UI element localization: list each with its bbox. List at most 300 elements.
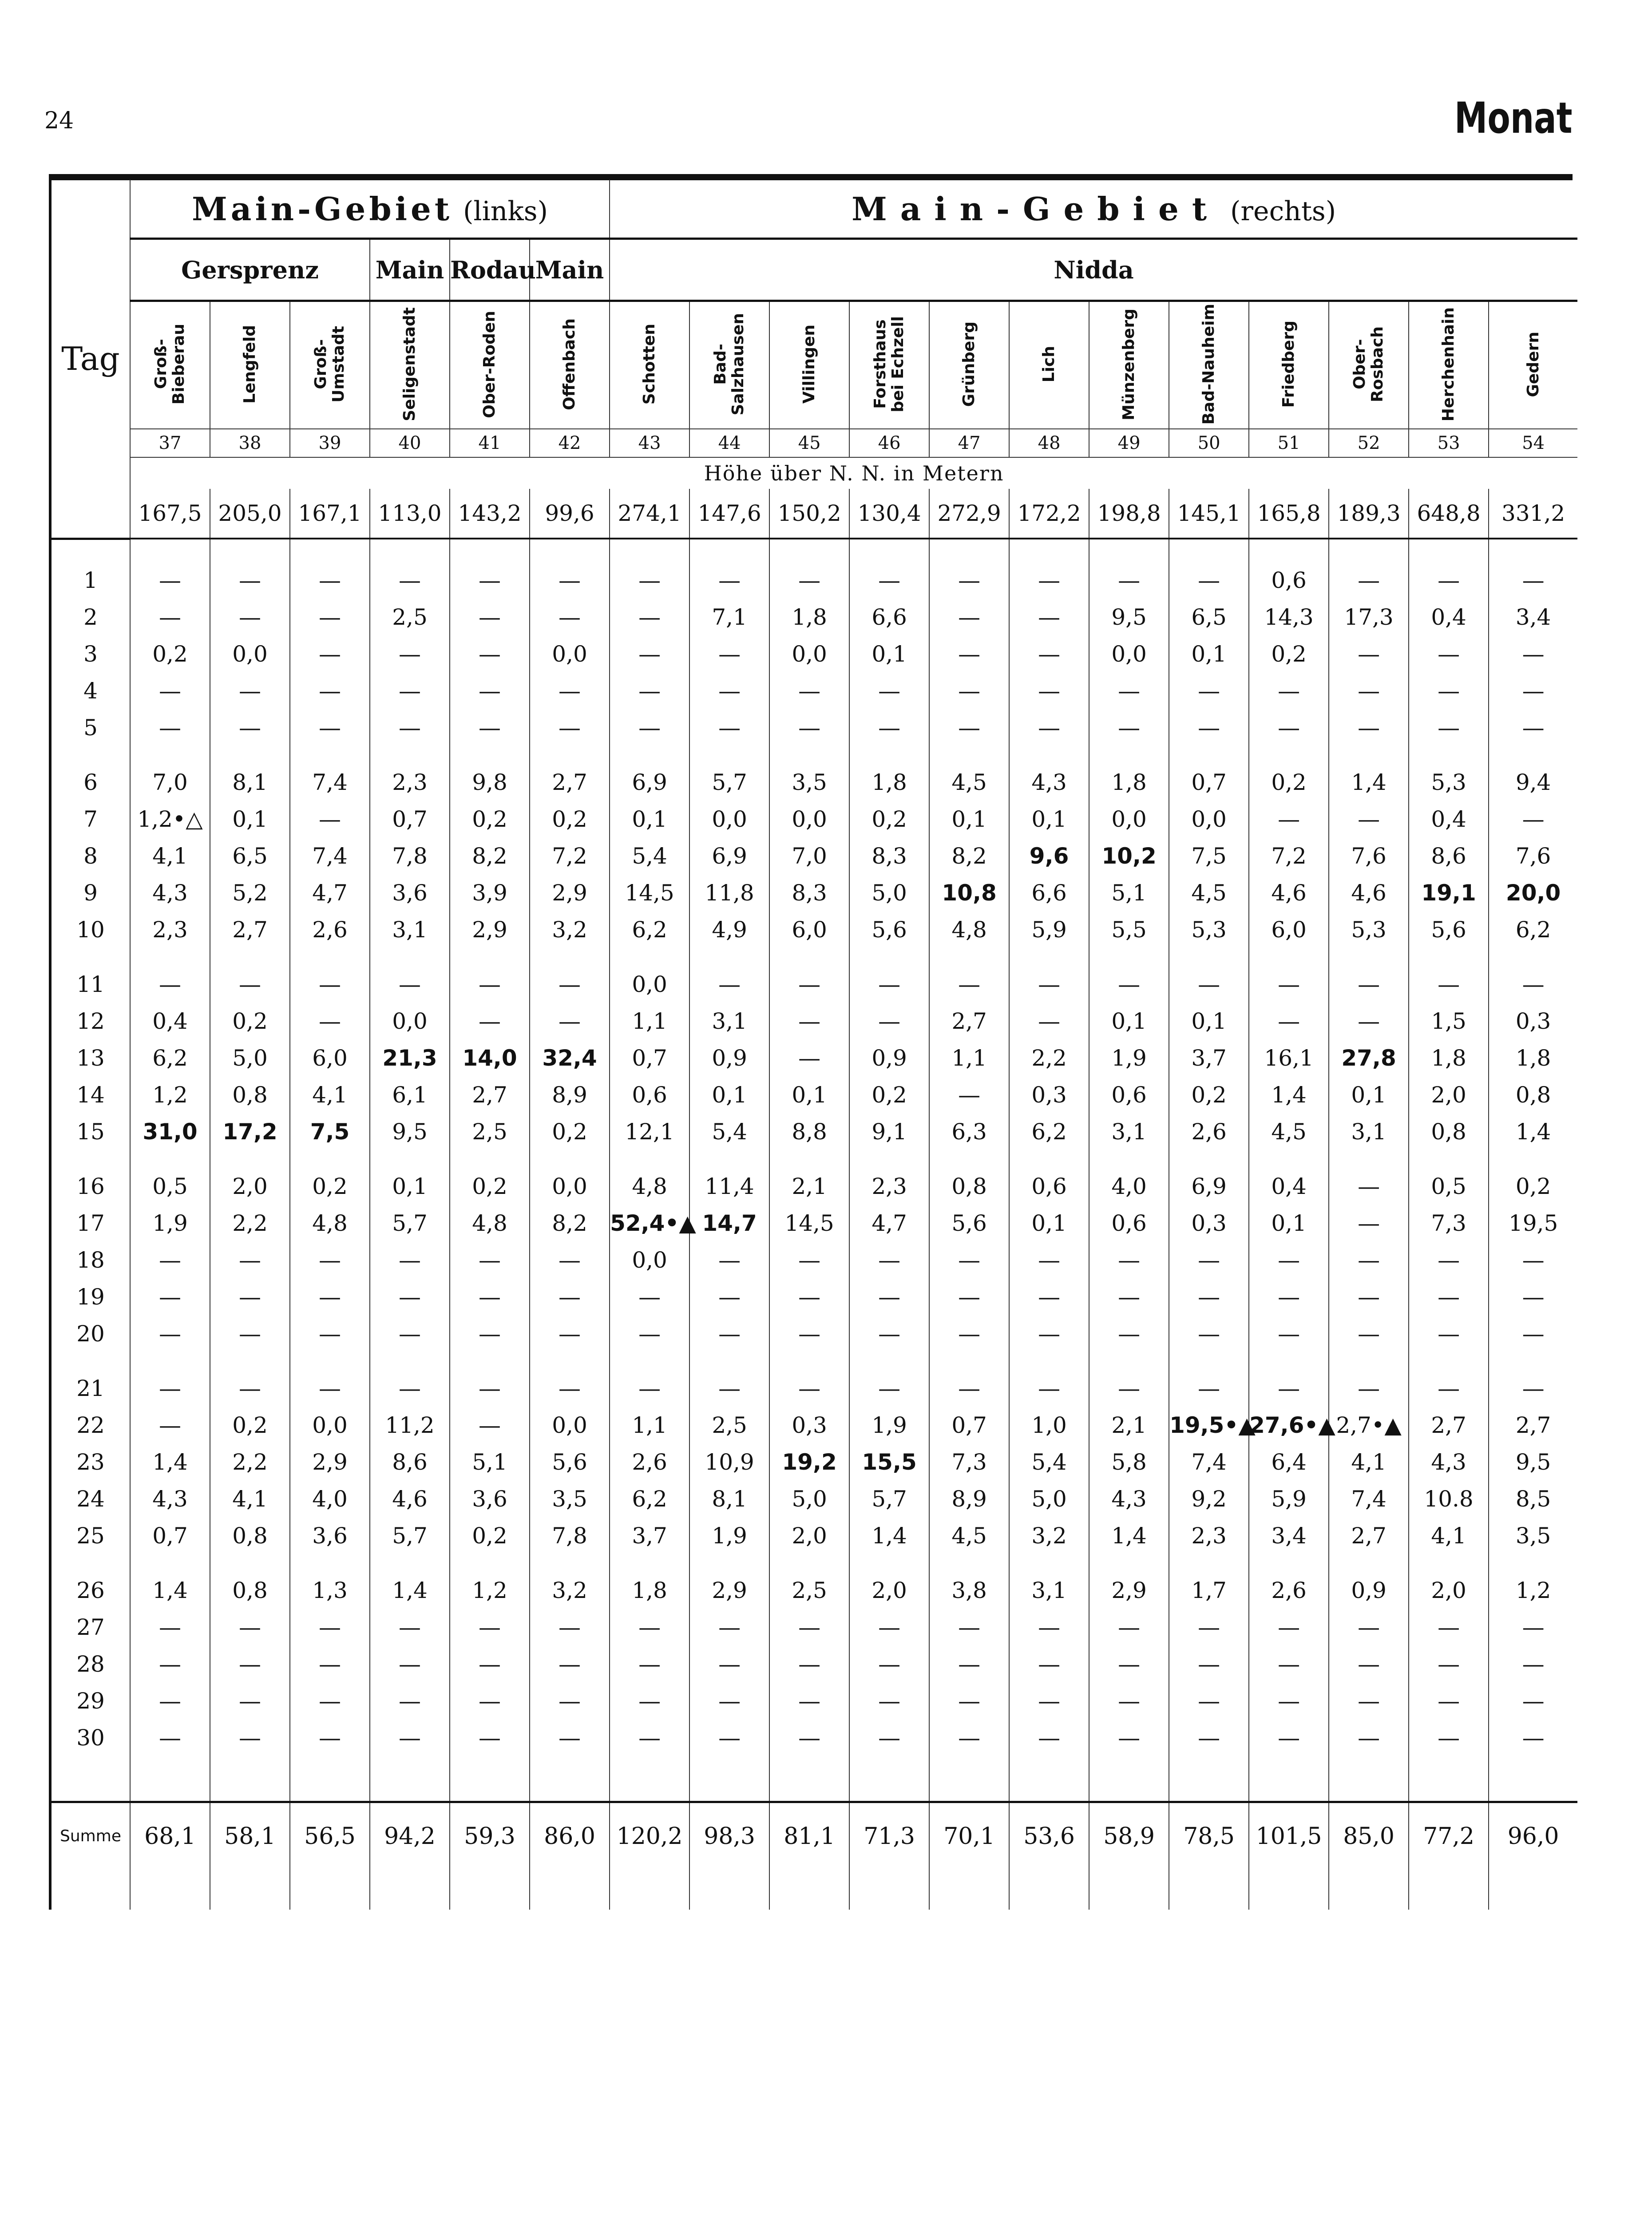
spacer-cell <box>929 1756 1009 1802</box>
precip-value: — <box>929 1370 1009 1407</box>
precip-value: 0,2 <box>130 636 210 673</box>
spacer-cell <box>1489 1554 1577 1572</box>
spacer-cell <box>1409 1352 1489 1370</box>
precip-value: — <box>530 1609 610 1646</box>
precip-value: — <box>929 1279 1009 1316</box>
precip-value: — <box>370 562 450 599</box>
day-number: 27 <box>50 1609 130 1646</box>
day-row <box>50 912 1577 948</box>
precip-value: 0,2 <box>530 801 610 838</box>
precip-value: 3,4 <box>1249 1518 1329 1554</box>
precip-value: 1,8 <box>1489 1040 1577 1077</box>
precip-value: — <box>689 1242 769 1279</box>
precip-value: — <box>849 562 929 599</box>
precip-value: — <box>530 599 610 636</box>
day-row <box>50 599 1577 636</box>
precip-value: — <box>610 599 689 636</box>
precip-value: 1,8 <box>1409 1040 1489 1077</box>
spacer-cell <box>1169 1554 1249 1572</box>
spacer-cell <box>290 948 370 966</box>
precip-value: — <box>1329 562 1409 599</box>
precip-value: 0,0 <box>610 966 689 1003</box>
spacer-cell <box>1329 1352 1409 1370</box>
spacer-cell <box>450 948 530 966</box>
station-number: 51 <box>1249 429 1329 457</box>
station-number: 45 <box>769 429 849 457</box>
precip-value: — <box>769 562 849 599</box>
spacer-cell <box>689 1150 769 1168</box>
station-height: 167,5 <box>130 489 210 539</box>
summe-label: Summe <box>50 1802 130 1870</box>
day-row <box>50 1168 1577 1205</box>
precip-value: — <box>1489 1683 1577 1720</box>
precip-value: 14,5 <box>769 1205 849 1242</box>
precip-value: 21,3 <box>370 1040 450 1077</box>
precip-value: — <box>370 636 450 673</box>
day-number: 1 <box>50 562 130 599</box>
precip-value: 0,3 <box>1169 1205 1249 1242</box>
precip-value: — <box>210 562 290 599</box>
precip-value: — <box>1089 1646 1169 1683</box>
spacer-cell <box>1089 1150 1169 1168</box>
precip-value: 31,0 <box>130 1114 210 1150</box>
station-name: Gedern <box>1524 331 1542 397</box>
precip-value: 0,1 <box>689 1077 769 1114</box>
day-number: 18 <box>50 1242 130 1279</box>
precip-value: 0,4 <box>1249 1168 1329 1205</box>
day-number: 8 <box>50 838 130 875</box>
precip-value: 0,8 <box>929 1168 1009 1205</box>
station-name: Schotten <box>640 324 659 405</box>
pentad-spacer-row <box>50 746 1577 764</box>
precip-value: 0,0 <box>290 1407 370 1444</box>
precip-value: — <box>1329 1370 1409 1407</box>
precip-value: 2,9 <box>1089 1572 1169 1609</box>
day-number: 3 <box>50 636 130 673</box>
spacer-cell <box>130 1554 210 1572</box>
precip-value: 0,0 <box>769 636 849 673</box>
precip-value: — <box>130 1646 210 1683</box>
spacer-cell <box>610 1756 689 1802</box>
precip-value: 6,6 <box>849 599 929 636</box>
spacer-cell <box>689 746 769 764</box>
precip-value: 0,7 <box>130 1518 210 1554</box>
precip-value: — <box>689 636 769 673</box>
precip-value: — <box>929 966 1009 1003</box>
day-row <box>50 764 1577 801</box>
station-name: Seligenstadt <box>400 307 419 421</box>
precip-value: — <box>130 1242 210 1279</box>
precip-value: 4,8 <box>610 1168 689 1205</box>
station-name-cell <box>610 301 689 429</box>
precip-value: — <box>370 1683 450 1720</box>
precip-value: — <box>1089 710 1169 746</box>
spacer-cell <box>530 1150 610 1168</box>
precip-value: — <box>689 562 769 599</box>
precip-value: 0,1 <box>370 1168 450 1205</box>
day-number: 2 <box>50 599 130 636</box>
precip-value: 0,1 <box>1009 1205 1089 1242</box>
precip-value: — <box>1329 966 1409 1003</box>
day-number: 20 <box>50 1316 130 1352</box>
precip-value: 0,1 <box>1169 1003 1249 1040</box>
day-number: 16 <box>50 1168 130 1205</box>
day-row <box>50 1407 1577 1444</box>
precip-value: — <box>610 1683 689 1720</box>
precip-value: — <box>130 673 210 710</box>
spacer-cell <box>50 1870 130 1910</box>
precip-value: 19,1 <box>1409 875 1489 912</box>
precip-value: — <box>530 1370 610 1407</box>
precip-value: 7,6 <box>1489 838 1577 875</box>
precip-value: — <box>1169 1370 1249 1407</box>
station-height: 99,6 <box>530 489 610 539</box>
river-gersprenz: Gersprenz <box>130 239 370 301</box>
precip-value: — <box>1329 801 1409 838</box>
spacer-cell <box>450 746 530 764</box>
day-row <box>50 636 1577 673</box>
station-name: Groß- Umstadt <box>312 326 348 403</box>
precip-value: 7,4 <box>1329 1481 1409 1518</box>
station-number-row <box>50 429 1577 457</box>
spacer-cell <box>450 1150 530 1168</box>
station-height: 198,8 <box>1089 489 1169 539</box>
precip-value: 0,2 <box>1249 636 1329 673</box>
river-nidda: Nidda <box>610 239 1577 301</box>
precip-value: 4,3 <box>130 1481 210 1518</box>
height-label: Höhe über N. N. in Metern <box>130 457 1577 489</box>
precip-value: 6,2 <box>1489 912 1577 948</box>
river-main-1: Main <box>370 239 450 301</box>
precip-value: — <box>130 599 210 636</box>
precip-value: 4,8 <box>290 1205 370 1242</box>
spacer-cell <box>929 1870 1009 1910</box>
station-height: 331,2 <box>1489 489 1577 539</box>
spacer-cell <box>769 1870 849 1910</box>
day-row <box>50 1114 1577 1150</box>
precip-value: — <box>1489 1279 1577 1316</box>
spacer-cell <box>1409 1150 1489 1168</box>
precip-value: — <box>1489 1316 1577 1352</box>
precip-value: 3,7 <box>1169 1040 1249 1077</box>
spacer-cell <box>370 1150 450 1168</box>
precip-value: — <box>290 636 370 673</box>
spacer-cell <box>769 746 849 764</box>
precip-value: 4,6 <box>370 1481 450 1518</box>
precip-value: — <box>1409 1370 1489 1407</box>
precip-value: — <box>370 1609 450 1646</box>
precip-value: 0,2 <box>1249 764 1329 801</box>
precip-value: — <box>130 966 210 1003</box>
precip-value: — <box>929 1316 1009 1352</box>
precip-value: — <box>1249 1683 1329 1720</box>
precip-value: — <box>210 1279 290 1316</box>
station-name-cell <box>370 301 450 429</box>
spacer-cell <box>1329 539 1409 562</box>
precip-value: 6,0 <box>1249 912 1329 948</box>
precip-value: — <box>1489 673 1577 710</box>
precip-value: — <box>1169 1242 1249 1279</box>
page-title: Monat <box>1454 93 1572 143</box>
precip-value: 0,8 <box>210 1518 290 1554</box>
precip-value: — <box>1009 599 1089 636</box>
spacer-cell <box>1489 539 1577 562</box>
day-row <box>50 1481 1577 1518</box>
precip-value: 3,5 <box>1489 1518 1577 1554</box>
precip-value: 8,1 <box>689 1481 769 1518</box>
precip-value: — <box>1329 1205 1409 1242</box>
precip-value: 0,0 <box>530 1168 610 1205</box>
spacer-cell <box>1489 948 1577 966</box>
river-main-2: Main <box>530 239 610 301</box>
precip-value: — <box>929 673 1009 710</box>
station-height: 274,1 <box>610 489 689 539</box>
precip-value: 9,5 <box>1489 1444 1577 1481</box>
precip-value: 7,8 <box>530 1518 610 1554</box>
station-name-cell <box>769 301 849 429</box>
spacer-cell <box>530 1756 610 1802</box>
spacer-cell <box>610 746 689 764</box>
precip-value: 7,6 <box>1329 838 1409 875</box>
station-number: 43 <box>610 429 689 457</box>
precip-value: 5,4 <box>689 1114 769 1150</box>
precip-value: 6,2 <box>130 1040 210 1077</box>
precip-value: — <box>530 1646 610 1683</box>
precip-value: 6,4 <box>1249 1444 1329 1481</box>
precip-value: — <box>1329 1242 1409 1279</box>
precip-value: — <box>450 966 530 1003</box>
precip-value: 7,1 <box>689 599 769 636</box>
precip-value: 0,1 <box>1089 1003 1169 1040</box>
precip-value: — <box>1489 636 1577 673</box>
precip-value: — <box>929 1077 1009 1114</box>
precip-value: 0,0 <box>689 801 769 838</box>
precip-value: — <box>689 1646 769 1683</box>
spacer-cell <box>210 539 290 562</box>
precip-value: 5,9 <box>1249 1481 1329 1518</box>
precip-value: — <box>929 1609 1009 1646</box>
precip-value: — <box>769 1003 849 1040</box>
spacer-cell <box>1409 948 1489 966</box>
precip-value: 11,8 <box>689 875 769 912</box>
spacer-cell <box>849 1756 929 1802</box>
precip-value: — <box>689 673 769 710</box>
precip-value: 5,6 <box>530 1444 610 1481</box>
spacer-cell <box>1169 1352 1249 1370</box>
spacer-cell <box>1489 1756 1577 1802</box>
precip-value: 8,3 <box>769 875 849 912</box>
precip-value: — <box>929 1646 1009 1683</box>
station-number: 40 <box>370 429 450 457</box>
precip-value: — <box>849 1279 929 1316</box>
precip-value: — <box>130 562 210 599</box>
precip-value: — <box>530 1003 610 1040</box>
height-label-row <box>50 457 1577 489</box>
precip-value: — <box>290 1242 370 1279</box>
precip-value: 0,8 <box>1489 1077 1577 1114</box>
spacer-cell <box>689 1352 769 1370</box>
precip-value: — <box>1009 673 1089 710</box>
precip-value: 1,4 <box>1329 764 1409 801</box>
precip-value: — <box>290 710 370 746</box>
precip-value: 5,0 <box>210 1040 290 1077</box>
precip-value: 5,6 <box>929 1205 1009 1242</box>
precip-value: 6,9 <box>1169 1168 1249 1205</box>
station-height: 648,8 <box>1409 489 1489 539</box>
precip-value: — <box>1489 1242 1577 1279</box>
group-right-sub: (rechts) <box>1230 195 1336 227</box>
precip-value: — <box>1409 710 1489 746</box>
precip-value: 1,9 <box>849 1407 929 1444</box>
precip-value: — <box>1409 1316 1489 1352</box>
station-number: 44 <box>689 429 769 457</box>
summe-value: 98,3 <box>689 1802 769 1870</box>
precip-value: 6,0 <box>769 912 849 948</box>
station-name-cell <box>1329 301 1409 429</box>
spacer-cell <box>130 539 210 562</box>
precip-value: 5,8 <box>1089 1444 1169 1481</box>
precip-value: — <box>1009 1683 1089 1720</box>
precip-value: — <box>1169 1720 1249 1756</box>
spacer-cell <box>290 1870 370 1910</box>
precip-value: 6,5 <box>1169 599 1249 636</box>
precip-value: 10,2 <box>1089 838 1169 875</box>
group-right-title: Main-Gebiet <box>852 190 1220 228</box>
summe-value: 94,2 <box>370 1802 450 1870</box>
summe-value: 77,2 <box>1409 1802 1489 1870</box>
precip-value: — <box>1169 710 1249 746</box>
day-row <box>50 966 1577 1003</box>
spacer-cell <box>210 948 290 966</box>
precip-value: — <box>1409 1683 1489 1720</box>
spacer-cell <box>370 539 450 562</box>
spacer-cell <box>210 746 290 764</box>
precip-value: — <box>1329 1279 1409 1316</box>
precip-value: — <box>1249 1370 1329 1407</box>
precip-value: 1,2 <box>130 1077 210 1114</box>
precip-value: — <box>130 710 210 746</box>
precip-value: — <box>1089 1683 1169 1720</box>
precip-value: — <box>849 966 929 1003</box>
spacer-cell <box>1249 539 1329 562</box>
precip-value: — <box>849 710 929 746</box>
spacer-cell <box>1409 539 1489 562</box>
precip-value: — <box>290 966 370 1003</box>
spacer-cell <box>50 1756 130 1802</box>
precip-value: — <box>290 1003 370 1040</box>
precip-value: 3,1 <box>689 1003 769 1040</box>
precip-value: — <box>450 1720 530 1756</box>
precip-value: 0,9 <box>849 1040 929 1077</box>
precip-value: — <box>1089 673 1169 710</box>
precip-value: 14,3 <box>1249 599 1329 636</box>
precip-value: — <box>290 1609 370 1646</box>
spacer-cell <box>1169 948 1249 966</box>
spacer-cell <box>1089 539 1169 562</box>
precip-value: 2,9 <box>450 912 530 948</box>
precip-value: 2,6 <box>1169 1114 1249 1150</box>
day-number: 28 <box>50 1646 130 1683</box>
precip-value: — <box>610 636 689 673</box>
precip-value: 2,7 <box>929 1003 1009 1040</box>
precip-value: — <box>769 1040 849 1077</box>
precip-value: 15,5 <box>849 1444 929 1481</box>
precip-value: 2,7 <box>530 764 610 801</box>
summe-value: 78,5 <box>1169 1802 1249 1870</box>
precip-value: — <box>1009 1609 1089 1646</box>
precip-value: 5,0 <box>769 1481 849 1518</box>
precip-value: — <box>370 1316 450 1352</box>
station-name-cell <box>929 301 1009 429</box>
precip-value: 4,0 <box>1089 1168 1169 1205</box>
spacer-cell <box>769 539 849 562</box>
precip-value: 0,6 <box>1089 1077 1169 1114</box>
precip-value: — <box>450 673 530 710</box>
precip-value: 4,3 <box>1409 1444 1489 1481</box>
precip-value: — <box>849 1609 929 1646</box>
precip-value: 3,4 <box>1489 599 1577 636</box>
pentad-spacer-row <box>50 1554 1577 1572</box>
station-name-cell <box>1169 301 1249 429</box>
precip-value: 2,2 <box>210 1205 290 1242</box>
precip-value: — <box>610 710 689 746</box>
top-rule <box>49 174 1573 180</box>
precip-value: 4,5 <box>1169 875 1249 912</box>
precip-value: — <box>370 1242 450 1279</box>
precip-value: — <box>849 1242 929 1279</box>
spacer-cell <box>929 1554 1009 1572</box>
precip-value: 2,3 <box>130 912 210 948</box>
station-height: 147,6 <box>689 489 769 539</box>
precip-value: — <box>450 1003 530 1040</box>
station-name: Offenbach <box>560 318 579 410</box>
precip-value: — <box>610 1609 689 1646</box>
spacer-cell <box>1169 746 1249 764</box>
precip-value: — <box>1329 1646 1409 1683</box>
group-header-row <box>50 180 1577 239</box>
precip-value: — <box>1329 636 1409 673</box>
precip-value: — <box>849 673 929 710</box>
tag-header: Tag <box>50 180 130 539</box>
precip-value: — <box>1089 1316 1169 1352</box>
precip-value: — <box>769 1316 849 1352</box>
precip-value: — <box>290 1646 370 1683</box>
day-number: 12 <box>50 1003 130 1040</box>
spacer-cell <box>1329 1870 1409 1910</box>
spacer-cell <box>530 1352 610 1370</box>
precip-value: — <box>929 710 1009 746</box>
spacer-cell <box>450 1352 530 1370</box>
spacer-cell <box>689 539 769 562</box>
precip-value: 12,1 <box>610 1114 689 1150</box>
station-height: 150,2 <box>769 489 849 539</box>
day-number: 11 <box>50 966 130 1003</box>
precip-value: 0,9 <box>689 1040 769 1077</box>
precip-value: — <box>1009 562 1089 599</box>
precip-value: 0,1 <box>1009 801 1089 838</box>
precip-value: — <box>530 673 610 710</box>
spacer-cell <box>610 1870 689 1910</box>
station-height: 165,8 <box>1249 489 1329 539</box>
precip-value: 5,5 <box>1089 912 1169 948</box>
precip-value: — <box>769 1370 849 1407</box>
precip-value: — <box>130 1407 210 1444</box>
day-number: 15 <box>50 1114 130 1150</box>
precip-value: — <box>130 1683 210 1720</box>
precip-value: — <box>929 636 1009 673</box>
spacer-cell <box>50 948 130 966</box>
spacer-cell <box>1009 1870 1089 1910</box>
